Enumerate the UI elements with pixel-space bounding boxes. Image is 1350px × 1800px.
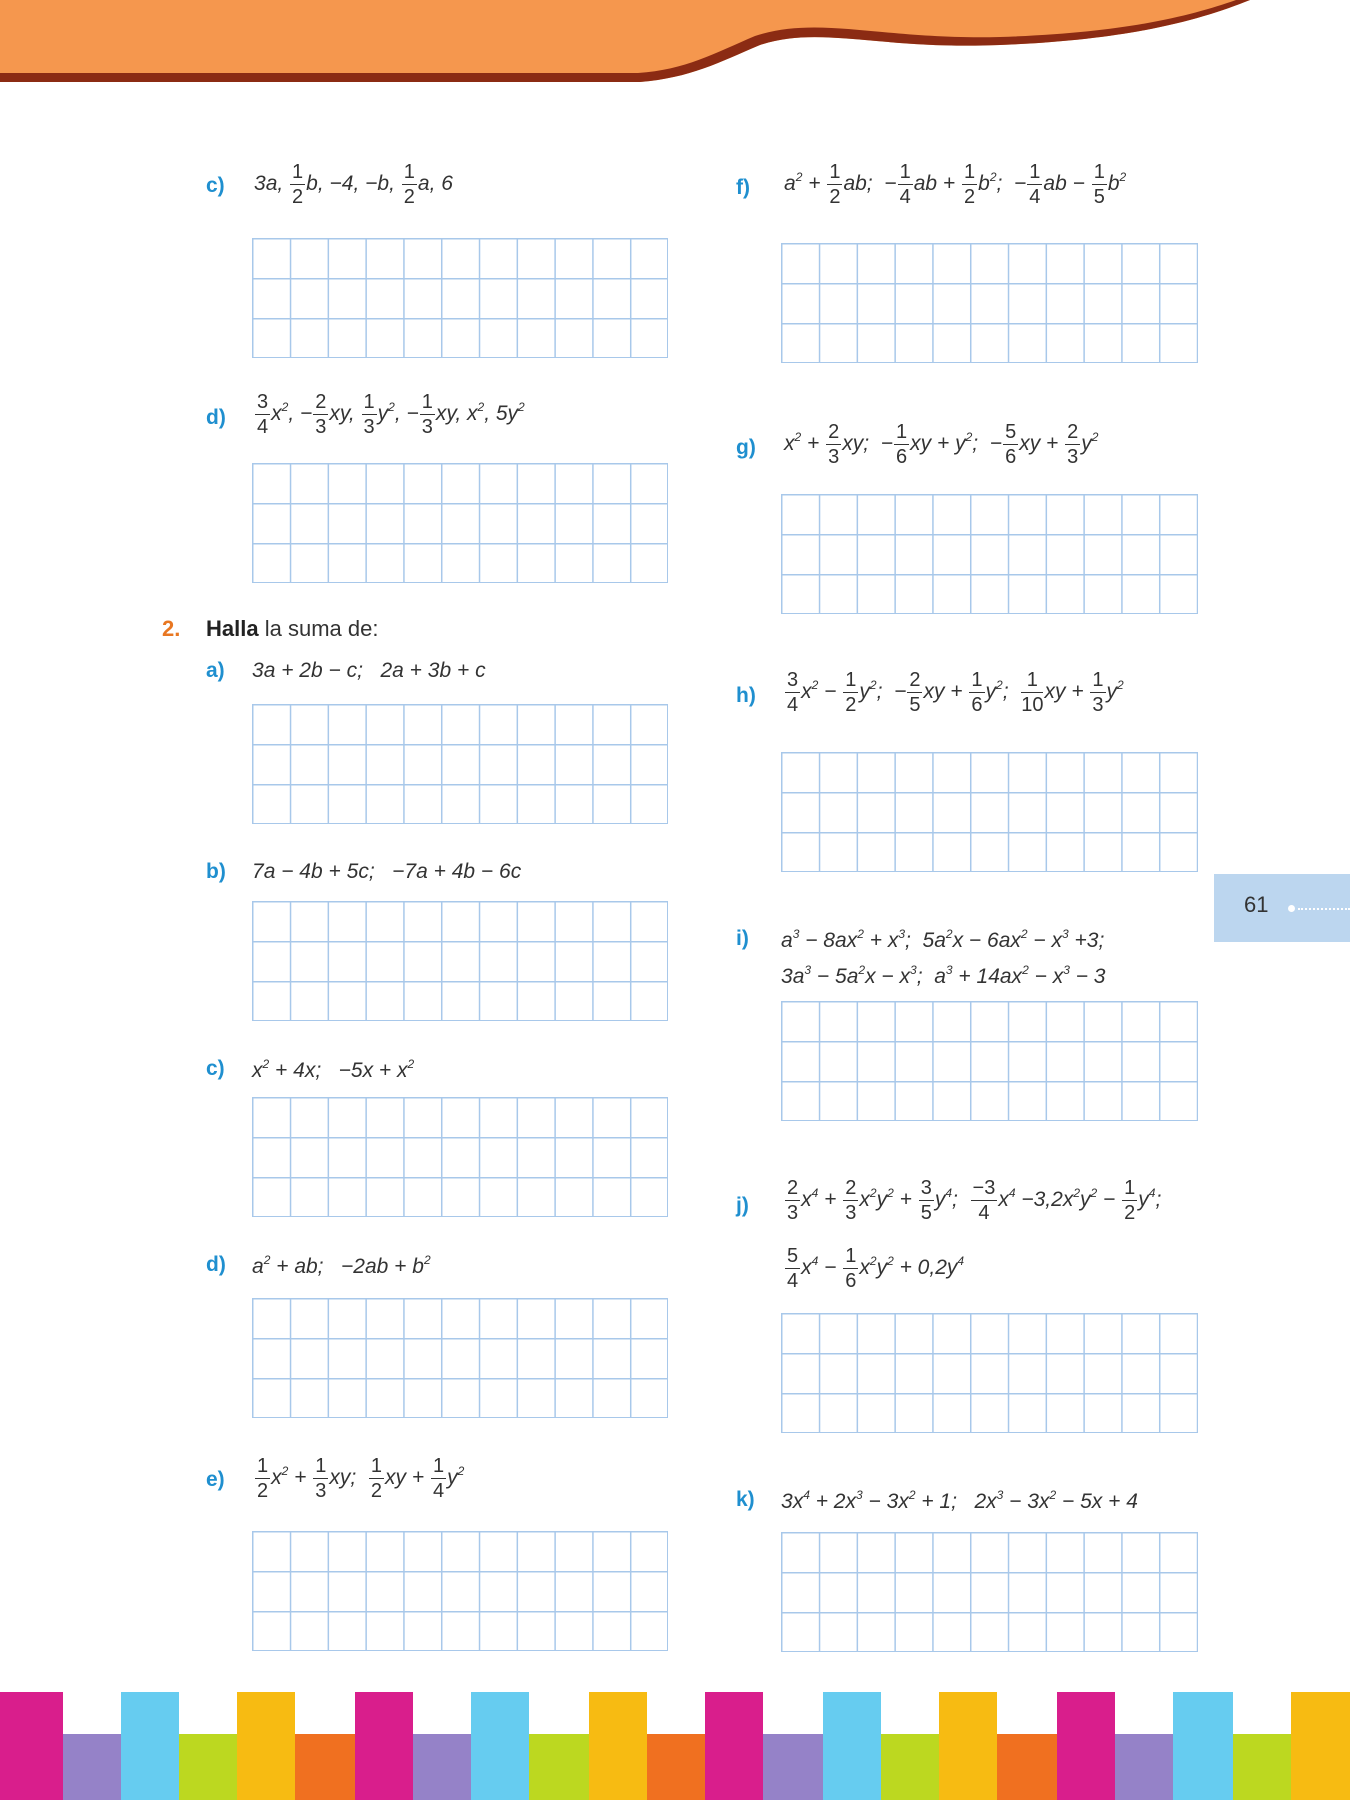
answer-grid-sum-a[interactable] xyxy=(252,704,668,824)
stripe-pattern xyxy=(0,1692,1350,1800)
answer-grid-d[interactable] xyxy=(252,463,668,583)
answer-grid-c[interactable] xyxy=(252,238,668,358)
sum-c-label: c) xyxy=(206,1057,225,1080)
page-dotted-line xyxy=(1298,908,1350,910)
sum-k-label: k) xyxy=(736,1488,755,1511)
answer-grid-sum-j[interactable] xyxy=(781,1313,1198,1433)
answer-grid-sum-d[interactable] xyxy=(252,1298,668,1418)
item-c-label: c) xyxy=(206,174,225,197)
sum-c-expression: $x^2 + 4x$; $-5x + x^2$ xyxy=(252,1057,415,1082)
item-d-expression: $\frac{3}{4}$ $x^2$, − $\frac{2}{3}$ xy, $\frac{1}{3}$ $y^2$, − $\frac{1}{3}$ xy, $x^2$, $5y^2$ xyxy=(257,391,525,438)
sum-j-expression-line1: $\frac{2}{3}$ $x^4$ + $\frac{2}{3}$ $x^2y^2$ + $\frac{3}{5}$ $y^4$; $\frac{-3}{4}$ $x^4 -3,2x^2y^2$ − $\frac{1}{2}$ $y^4$; xyxy=(787,1177,1162,1224)
bottom-stripe-band xyxy=(0,1692,1350,1800)
sum-e-label: e) xyxy=(206,1468,225,1491)
sum-a-expression: 3a + 2b − c; 2a + 3b + c xyxy=(252,659,486,682)
answer-grid-sum-i[interactable] xyxy=(781,1001,1198,1121)
exercise-number: 2. xyxy=(162,616,181,641)
answer-grid-sum-h[interactable] xyxy=(781,752,1198,872)
sum-b-expression: 7a − 4b + 5c; −7a + 4b − 6c xyxy=(252,860,522,883)
answer-grid-sum-b[interactable] xyxy=(252,901,668,1021)
instruction-verb: Halla xyxy=(206,616,259,641)
sum-a-label: a) xyxy=(206,659,225,682)
sum-h-expression: $\frac{3}{4}$ $x^2$ − $\frac{1}{2}$ $y^2$; − $\frac{2}{5}$ xy + $\frac{1}{6}$ $y^2$; $\frac{1}{10}$ xy + $\frac{1}{3}$ $y^2$ xyxy=(787,669,1124,716)
item-c-expression: 3a, $\frac{1}{2}$ b, −4, −b, $\frac{1}{2}$ a, 6 xyxy=(254,161,453,208)
sum-j-expression-line2: $\frac{5}{4}$ $x^4$ − $\frac{1}{6}$ $x^2y^2 + 0,2y^4$ xyxy=(787,1245,965,1292)
header-wave xyxy=(0,0,1350,100)
exercise-instruction xyxy=(206,616,378,642)
sum-k-expression: $3x^4 + 2x^3 - 3x^2 + 1$; $2x^3 - 3x^2 - 5x + 4$ xyxy=(781,1488,1138,1513)
item-d-label: d) xyxy=(206,406,226,429)
answer-grid-sum-g[interactable] xyxy=(781,494,1198,614)
answer-grid-sum-e[interactable] xyxy=(252,1531,668,1651)
sum-g-label: g) xyxy=(736,436,756,459)
sum-i-expression-line2: $3a^3 - 5a^2x - x^3$; $a^3 + 14ax^2 - x^3 - 3$ xyxy=(781,963,1106,988)
sum-j-label: j) xyxy=(736,1194,749,1217)
answer-grid-sum-c[interactable] xyxy=(252,1097,668,1217)
sum-g-expression: $x^2$ + $\frac{2}{3}$ xy; − $\frac{1}{6}$ xy + $y^2$; − $\frac{5}{6}$ xy + $\frac{2}{3}$ $y^2$ xyxy=(784,421,1099,468)
instruction-text: la suma de: xyxy=(264,616,379,641)
page-number-tab xyxy=(1214,874,1350,942)
answer-grid-sum-k[interactable] xyxy=(781,1532,1198,1652)
sum-i-expression-line1: $a^3 - 8ax^2 + x^3$; $5a^2x - 6ax^2 - x^3 +3$; xyxy=(781,927,1105,952)
sum-h-label: h) xyxy=(736,684,756,707)
sum-e-expression: $\frac{1}{2}$ $x^2$ + $\frac{1}{3}$ xy; $\frac{1}{2}$ xy + $\frac{1}{4}$ $y^2$ xyxy=(257,1455,465,1502)
sum-d-label: d) xyxy=(206,1253,226,1276)
sum-i-label: i) xyxy=(736,927,749,950)
page-number: 61 xyxy=(1244,892,1269,917)
sum-d-expression: $a^2$ + ab; $-2ab + b^2$ xyxy=(252,1253,431,1278)
sum-f-label: f) xyxy=(736,176,750,199)
answer-grid-sum-f[interactable] xyxy=(781,243,1198,363)
sum-f-expression: $a^2$ + $\frac{1}{2}$ ab; − $\frac{1}{4}$ ab + $\frac{1}{2}$ $b^2$; − $\frac{1}{4}$ ab − $\frac{1}{5}$ $b^2$ xyxy=(784,161,1127,208)
sum-b-label: b) xyxy=(206,860,226,883)
page-dot-marker xyxy=(1288,905,1295,912)
